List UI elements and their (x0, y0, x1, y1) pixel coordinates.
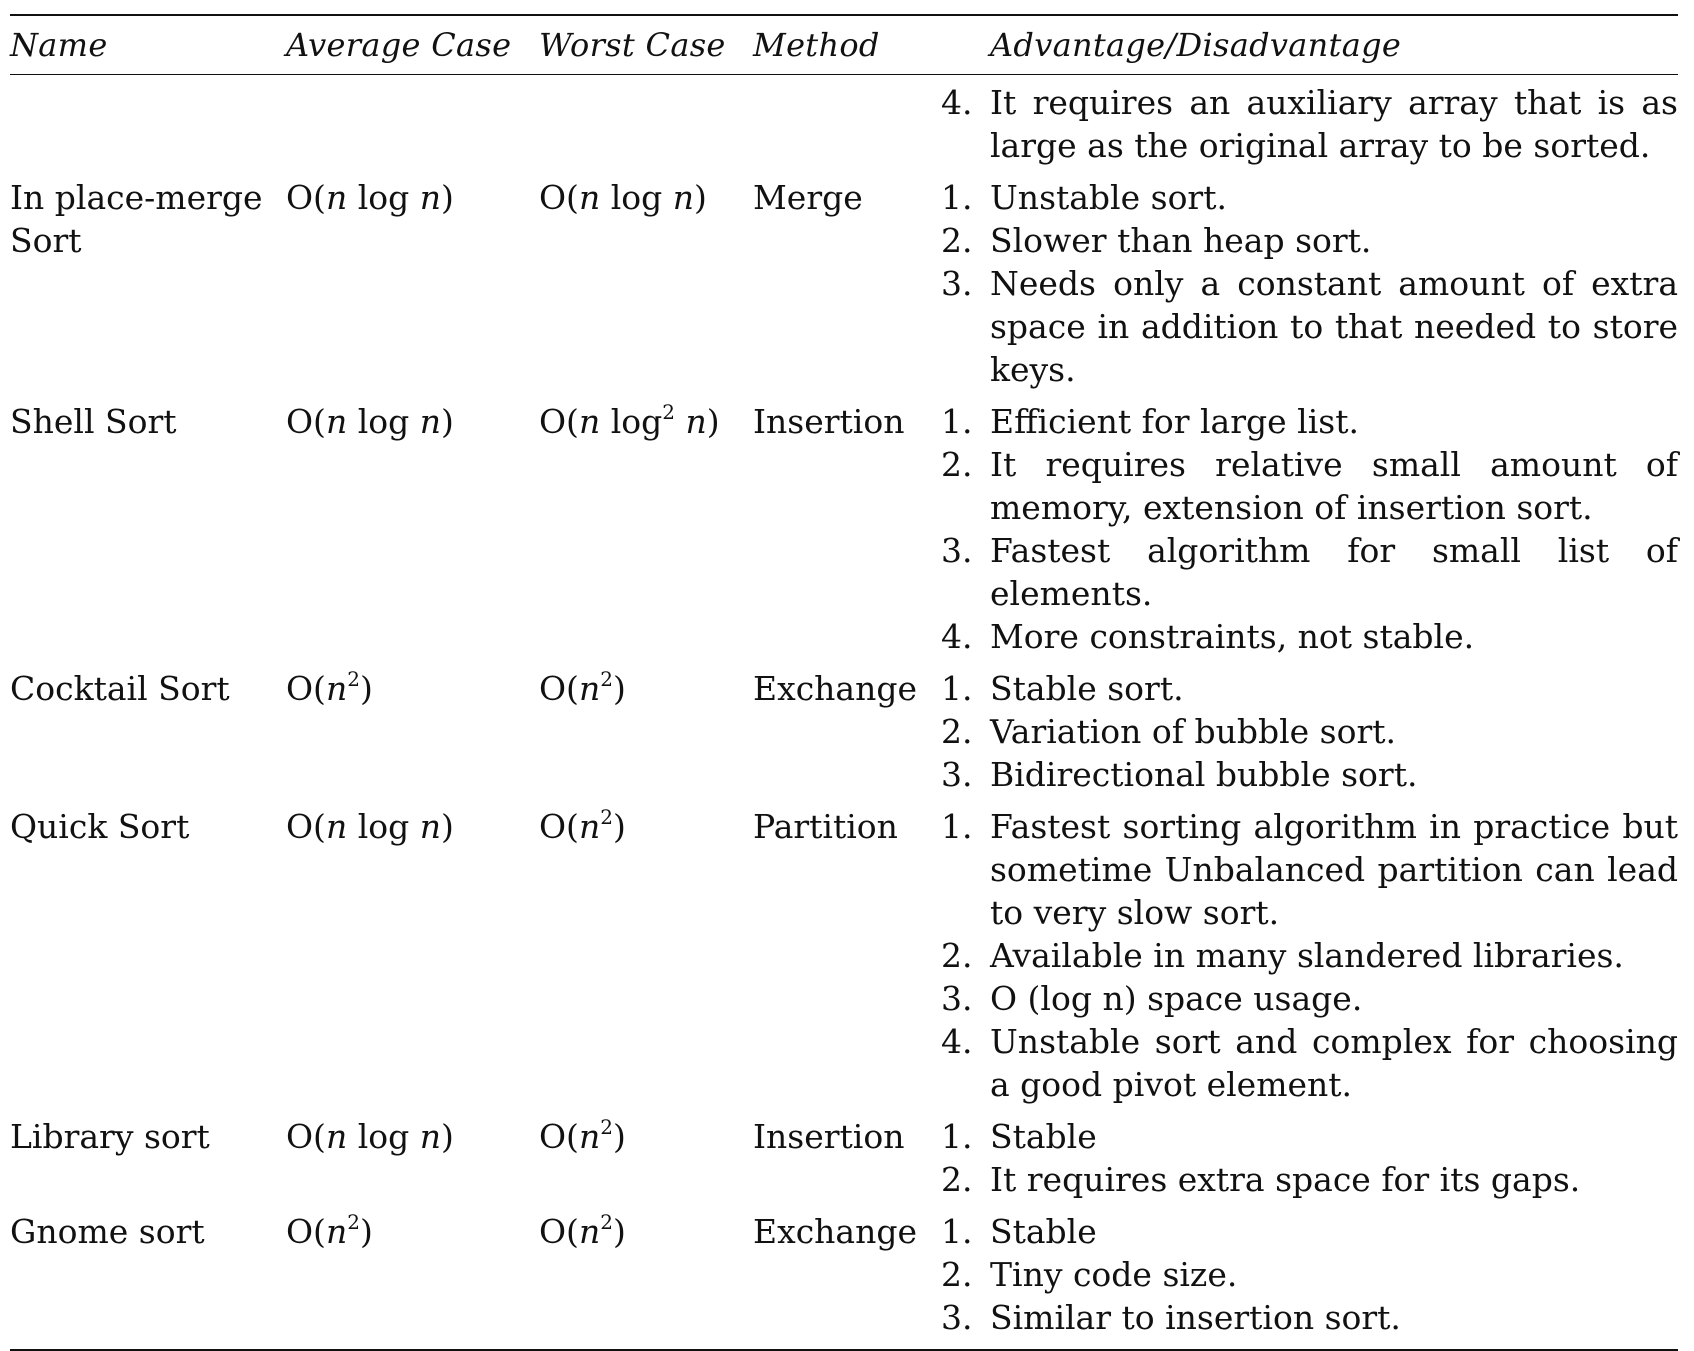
cell-advantages (941, 1210, 1678, 1339)
list-item-number: 3. (941, 1298, 973, 1337)
list-item-number: 2. (941, 936, 973, 975)
cell-method: Exchange (753, 1212, 918, 1251)
list-item-text: Stable (990, 1117, 1097, 1156)
cell-worst-case: O(n log n) (539, 178, 707, 217)
list-item-text: Bidirectional bubble sort. (990, 755, 1418, 794)
list-item-text: Tiny code size. (990, 1255, 1238, 1294)
list-item (941, 710, 1678, 753)
list-item-text: Efficient for large list. (990, 402, 1359, 441)
advantage-list (941, 176, 1678, 391)
cell-name: Library sort (10, 1117, 210, 1156)
table-row (10, 176, 1678, 391)
cell-worst-case: $O(n^2)$ (539, 1210, 626, 1251)
cell-average-case: O(n log n) (286, 178, 454, 217)
cell-average-case: O(n log n) (286, 807, 454, 846)
list-item-number: 1. (941, 1212, 973, 1251)
advantage-list (941, 1210, 1678, 1339)
list-item-number: 1. (941, 669, 973, 708)
cell-name: Cocktail Sort (10, 669, 230, 708)
list-item-number: 3. (941, 531, 973, 570)
cell-method: Partition (753, 807, 898, 846)
cell-average-case: $O(n^2)$ (286, 1210, 373, 1251)
list-item (941, 977, 1678, 1020)
cell-name: Shell Sort (10, 402, 177, 441)
list-item-number: 1. (941, 1117, 973, 1156)
list-item-text: Stable sort. (990, 669, 1184, 708)
cell-method: Exchange (753, 669, 918, 708)
list-item-number: 2. (941, 712, 973, 751)
cell-method: Insertion (753, 1117, 905, 1156)
cell-advantages (941, 1115, 1678, 1201)
list-item-number: 4. (941, 1022, 973, 1061)
list-item (941, 1115, 1678, 1158)
list-item-number: 2. (941, 445, 973, 484)
list-item-text: More constraints, not stable. (990, 617, 1475, 656)
table-header-row (10, 16, 1678, 74)
list-item (941, 934, 1678, 977)
advantage-list (941, 81, 1678, 167)
cell-advantages (941, 667, 1678, 796)
list-item-text: Needs only a constant amount of extra space in addition to that needed to store keys. (990, 264, 1678, 389)
list-item (941, 262, 1678, 391)
cell-average-case: O(n log n) (286, 1117, 454, 1156)
list-item-number: 2. (941, 221, 973, 260)
list-item-text: It requires an auxiliary array that is as large as the original array to be sorted. (990, 83, 1678, 165)
table-body (10, 81, 1678, 1339)
cell-worst-case: O(n $\log^2 n$) (539, 400, 720, 441)
list-item (941, 1253, 1678, 1296)
list-item-number: 1. (941, 402, 973, 441)
list-item (941, 81, 1678, 167)
list-item-number: 3. (941, 755, 973, 794)
cell-advantages (941, 176, 1678, 391)
cell-worst-case: $O(n^2)$ (539, 667, 626, 708)
list-item-text: Stable (990, 1212, 1097, 1251)
list-item-number: 1. (941, 178, 973, 217)
list-item-number: 1. (941, 807, 973, 846)
list-item (941, 1296, 1678, 1339)
cell-average-case: $O(n^2)$ (286, 667, 373, 708)
list-item-text: It requires relative small amount of memory, extension of insertion sort. (990, 445, 1678, 527)
cell-method: Merge (753, 178, 863, 217)
table-row (10, 1115, 1678, 1201)
list-item-number: 3. (941, 264, 973, 303)
list-item (941, 805, 1678, 934)
cell-advantages (941, 805, 1678, 1106)
list-item-text: Fastest algorithm for small list of elements. (990, 531, 1678, 613)
advantage-list (941, 400, 1678, 658)
list-item (941, 1158, 1678, 1201)
table-row (10, 400, 1678, 658)
list-item-text: O (log n) space usage. (990, 979, 1363, 1018)
list-item (941, 615, 1678, 658)
cell-method: Insertion (753, 402, 905, 441)
list-item (941, 443, 1678, 529)
advantage-list (941, 1115, 1678, 1201)
cell-worst-case: $O(n^2)$ (539, 805, 626, 846)
list-item-text: Slower than heap sort. (990, 221, 1372, 260)
header-worst-case: Worst Case (539, 26, 726, 64)
list-item (941, 1020, 1678, 1106)
header-name: Name (10, 26, 108, 64)
table-row (10, 1210, 1678, 1339)
list-item (941, 529, 1678, 615)
advantage-list (941, 667, 1678, 796)
list-item-text: Available in many slandered libraries. (990, 936, 1624, 975)
list-item (941, 667, 1678, 710)
table-row (10, 667, 1678, 796)
list-item-text: Variation of bubble sort. (990, 712, 1397, 751)
list-item-text: Fastest sorting algorithm in practice but sometime Unbalanced partition can lead to very slow sort. (990, 807, 1678, 932)
list-item-number: 3. (941, 979, 973, 1018)
cell-average-case: O(n log n) (286, 402, 454, 441)
list-item (941, 1210, 1678, 1253)
header-average-case: Average Case (286, 26, 512, 64)
cell-name: Gnome sort (10, 1212, 205, 1251)
header-advantage: Advantage/Disadvantage (990, 26, 1402, 64)
list-item (941, 219, 1678, 262)
cell-name: Quick Sort (10, 807, 190, 846)
sorting-comparison-table (10, 14, 1678, 1351)
cell-name: In place-merge Sort (10, 178, 263, 260)
list-item (941, 400, 1678, 443)
list-item-text: Unstable sort. (990, 178, 1227, 217)
list-item-text: Unstable sort and complex for choosing a good pivot element. (990, 1022, 1678, 1104)
list-item-number: 2. (941, 1160, 973, 1199)
cell-advantages (941, 81, 1678, 167)
cell-advantages (941, 400, 1678, 658)
table-row (10, 81, 1678, 167)
list-item-number: 4. (941, 617, 973, 656)
table-header-rule (10, 74, 1678, 75)
list-item-text: Similar to insertion sort. (990, 1298, 1401, 1337)
header-method: Method (753, 26, 880, 64)
cell-worst-case: $O(n^2)$ (539, 1115, 626, 1156)
list-item-text: It requires extra space for its gaps. (990, 1160, 1581, 1199)
list-item-number: 2. (941, 1255, 973, 1294)
list-item (941, 753, 1678, 796)
table-row (10, 805, 1678, 1106)
advantage-list (941, 805, 1678, 1106)
list-item (941, 176, 1678, 219)
list-item-number: 4. (941, 83, 973, 122)
